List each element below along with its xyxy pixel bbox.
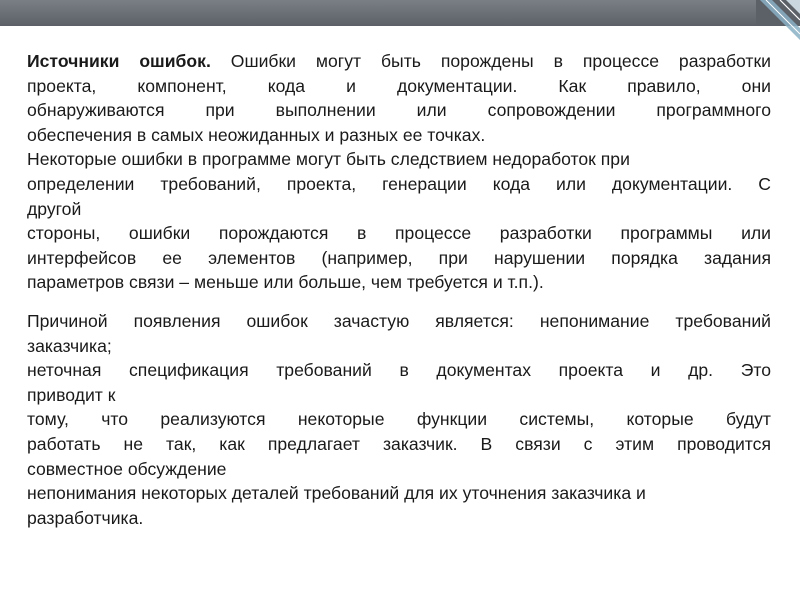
text-line: непонимания некоторых деталей требований для их уточнения заказчика и — [27, 483, 646, 504]
text-line: стороны, ошибки порождаются в процессе разработки программы или — [27, 223, 771, 244]
text-line: обеспечения в самых неожиданных и разных ее точках. — [27, 124, 486, 145]
paragraph-error-causes — [27, 309, 771, 530]
text-line: работать не так, как предлагает заказчик. В связи с этим проводится — [27, 433, 771, 454]
text-line: разработчика. — [27, 507, 144, 528]
text-line: неточная спецификация требований в документах проекта и др. Это — [27, 360, 771, 381]
text-line: Источники ошибок. Ошибки могут быть порождены в процессе разработки — [27, 51, 772, 71]
text-line: другой — [27, 198, 82, 219]
slide-header-bar — [0, 0, 800, 26]
slide-content — [27, 49, 771, 530]
text-line: определении требований, проекта, генерации кода или документации. С — [27, 173, 771, 194]
paragraph-gap — [27, 295, 771, 309]
text-line: Некоторые ошибки в программе могут быть следствием недоработок при — [27, 149, 630, 170]
text-line: заказчика; — [27, 335, 112, 356]
text-line: обнаруживаются при выполнении или сопровождении программного — [27, 100, 771, 121]
text-line: параметров связи – меньше или больше, чем требуется и т.п.). — [27, 272, 544, 293]
text-line: тому, что реализуются некоторые функции системы, которые будут — [27, 409, 771, 430]
text-line: Причиной появления ошибок зачастую является: непонимание требований — [27, 310, 771, 331]
text-line: совместное обсуждение — [27, 458, 227, 479]
paragraph-error-sources — [27, 49, 771, 295]
corner-ornament-icon — [756, 0, 800, 44]
text-line: приводит к — [27, 384, 116, 405]
text-line: проекта, компонент, кода и документации. Как правило, они — [27, 75, 771, 96]
heading-error-sources: Источники ошибок. — [27, 51, 211, 71]
text-line: интерфейсов ее элементов (например, при нарушении порядка задания — [27, 247, 771, 268]
